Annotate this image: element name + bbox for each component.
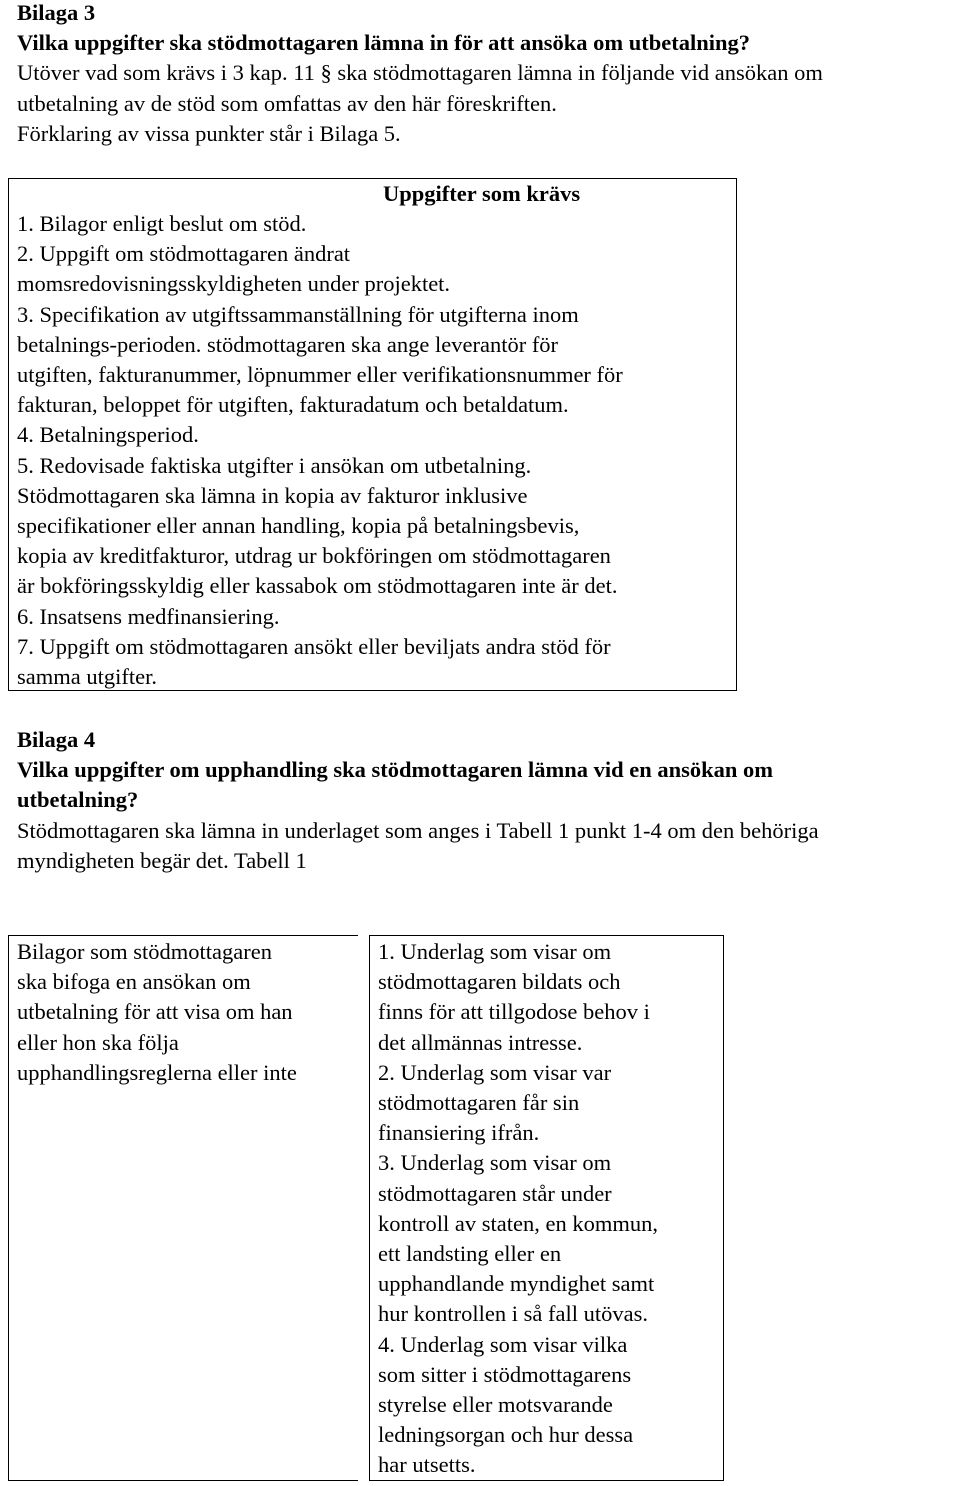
bilaga3-section <box>17 0 823 149</box>
table-cell-attachments <box>8 935 358 1481</box>
table-cell-documents <box>369 935 724 1481</box>
requirement-line: Stödmottagaren ska lämna in kopia av fakturor inklusive <box>17 482 528 508</box>
table-cell-line: finansiering ifrån. <box>378 1120 540 1146</box>
requirement-line: 4. Betalningsperiod. <box>17 422 199 448</box>
bilaga4-intro-line: Stödmottagaren ska lämna in underlaget som anges i Tabell 1 punkt 1-4 om den behöriga <box>17 817 819 843</box>
requirement-line: kopia av kreditfakturor, utdrag ur bokföringen om stödmottagaren <box>17 543 611 569</box>
bilaga4-question-line: Vilka uppgifter om upphandling ska stödmottagaren lämna vid en ansökan om <box>17 757 774 783</box>
table-cell-line: styrelse eller motsvarande <box>378 1392 613 1418</box>
table-cell-line: 1. Underlag som visar om <box>378 939 612 964</box>
bilaga3-intro-line: Utöver vad som krävs i 3 kap. 11 § ska stödmottagaren lämna in följande vid ansökan om <box>17 60 823 86</box>
bilaga3-intro-line: Förklaring av vissa punkter står i Bilaga 5. <box>17 120 401 146</box>
table-cell-line: finns för att tillgodose behov i <box>378 999 650 1025</box>
table-cell-line: utbetalning för att visa om han <box>17 999 293 1025</box>
table-cell-line: ledningsorgan och hur dessa <box>378 1422 634 1448</box>
requirement-line: 3. Specifikation av utgiftssammanställning för utgifterna inom <box>17 301 579 327</box>
table-cell-line: ska bifoga en ansökan om <box>17 969 251 995</box>
table-cell-line: Bilagor som stödmottagaren <box>17 939 272 964</box>
bilaga3-heading: Bilaga 3 <box>17 0 96 25</box>
table-cell-line: 4. Underlag som visar vilka <box>378 1331 628 1357</box>
table-cell-line: kontroll av staten, en kommun, <box>378 1210 658 1236</box>
table-cell-line: hur kontrollen i så fall utövas. <box>378 1301 648 1327</box>
requirement-line: är bokföringsskyldig eller kassabok om stödmottagaren inte är det. <box>17 573 618 599</box>
requirement-line: 6. Insatsens medfinansiering. <box>17 603 280 629</box>
table-cell-line: som sitter i stödmottagarens <box>378 1361 632 1387</box>
bilaga4-heading: Bilaga 4 <box>17 727 96 752</box>
requirement-line: 5. Redovisade faktiska utgifter i ansökan om utbetalning. <box>17 452 532 478</box>
table-cell-line: det allmännas intresse. <box>378 1029 583 1055</box>
table-cell-line: upphandlande myndighet samt <box>378 1271 655 1297</box>
requirement-line: momsredovisningsskyldigheten under projektet. <box>17 271 451 297</box>
tabell-1 <box>8 935 724 1481</box>
table-cell-line: stödmottagaren står under <box>378 1180 612 1206</box>
table-cell-line: ett landsting eller en <box>378 1241 562 1267</box>
table-cell-line: 3. Underlag som visar om <box>378 1150 612 1176</box>
requirements-title: Uppgifter som krävs <box>383 181 581 206</box>
bilaga4-intro-line: myndigheten begär det. Tabell 1 <box>17 847 307 873</box>
bilaga4-section <box>17 725 819 876</box>
requirement-line: 1. Bilagor enligt beslut om stöd. <box>17 211 307 236</box>
requirement-line: 2. Uppgift om stödmottagaren ändrat <box>17 241 351 267</box>
bilaga4-question-line: utbetalning? <box>17 787 139 813</box>
table-cell-line: stödmottagaren får sin <box>378 1090 580 1116</box>
table-cell-line: har utsetts. <box>378 1452 476 1478</box>
requirements-box <box>8 178 737 691</box>
bilaga3-question: Vilka uppgifter ska stödmottagaren lämna in för att ansöka om utbetalning? <box>17 30 750 56</box>
requirement-line: samma utgifter. <box>17 664 157 690</box>
table-cell-line: stödmottagaren bildats och <box>378 969 621 995</box>
requirement-line: 7. Uppgift om stödmottagaren ansökt eller beviljats andra stöd för <box>17 633 611 659</box>
table-cell-line: 2. Underlag som visar var <box>378 1059 612 1085</box>
bilaga3-intro-line: utbetalning av de stöd som omfattas av den här föreskriften. <box>17 90 557 116</box>
requirement-line: utgiften, fakturanummer, löpnummer eller verifikationsnummer för <box>17 362 623 388</box>
table-cell-line: eller hon ska följa <box>17 1029 179 1055</box>
requirement-line: specifikationer eller annan handling, kopia på betalningsbevis, <box>17 513 580 539</box>
requirements-list <box>17 209 623 692</box>
requirement-line: fakturan, beloppet för utgiften, fakturadatum och betaldatum. <box>17 392 569 418</box>
table-cell-line: upphandlingsreglerna eller inte <box>17 1059 297 1085</box>
requirement-line: betalnings-perioden. stödmottagaren ska ange leverantör för <box>17 331 559 357</box>
